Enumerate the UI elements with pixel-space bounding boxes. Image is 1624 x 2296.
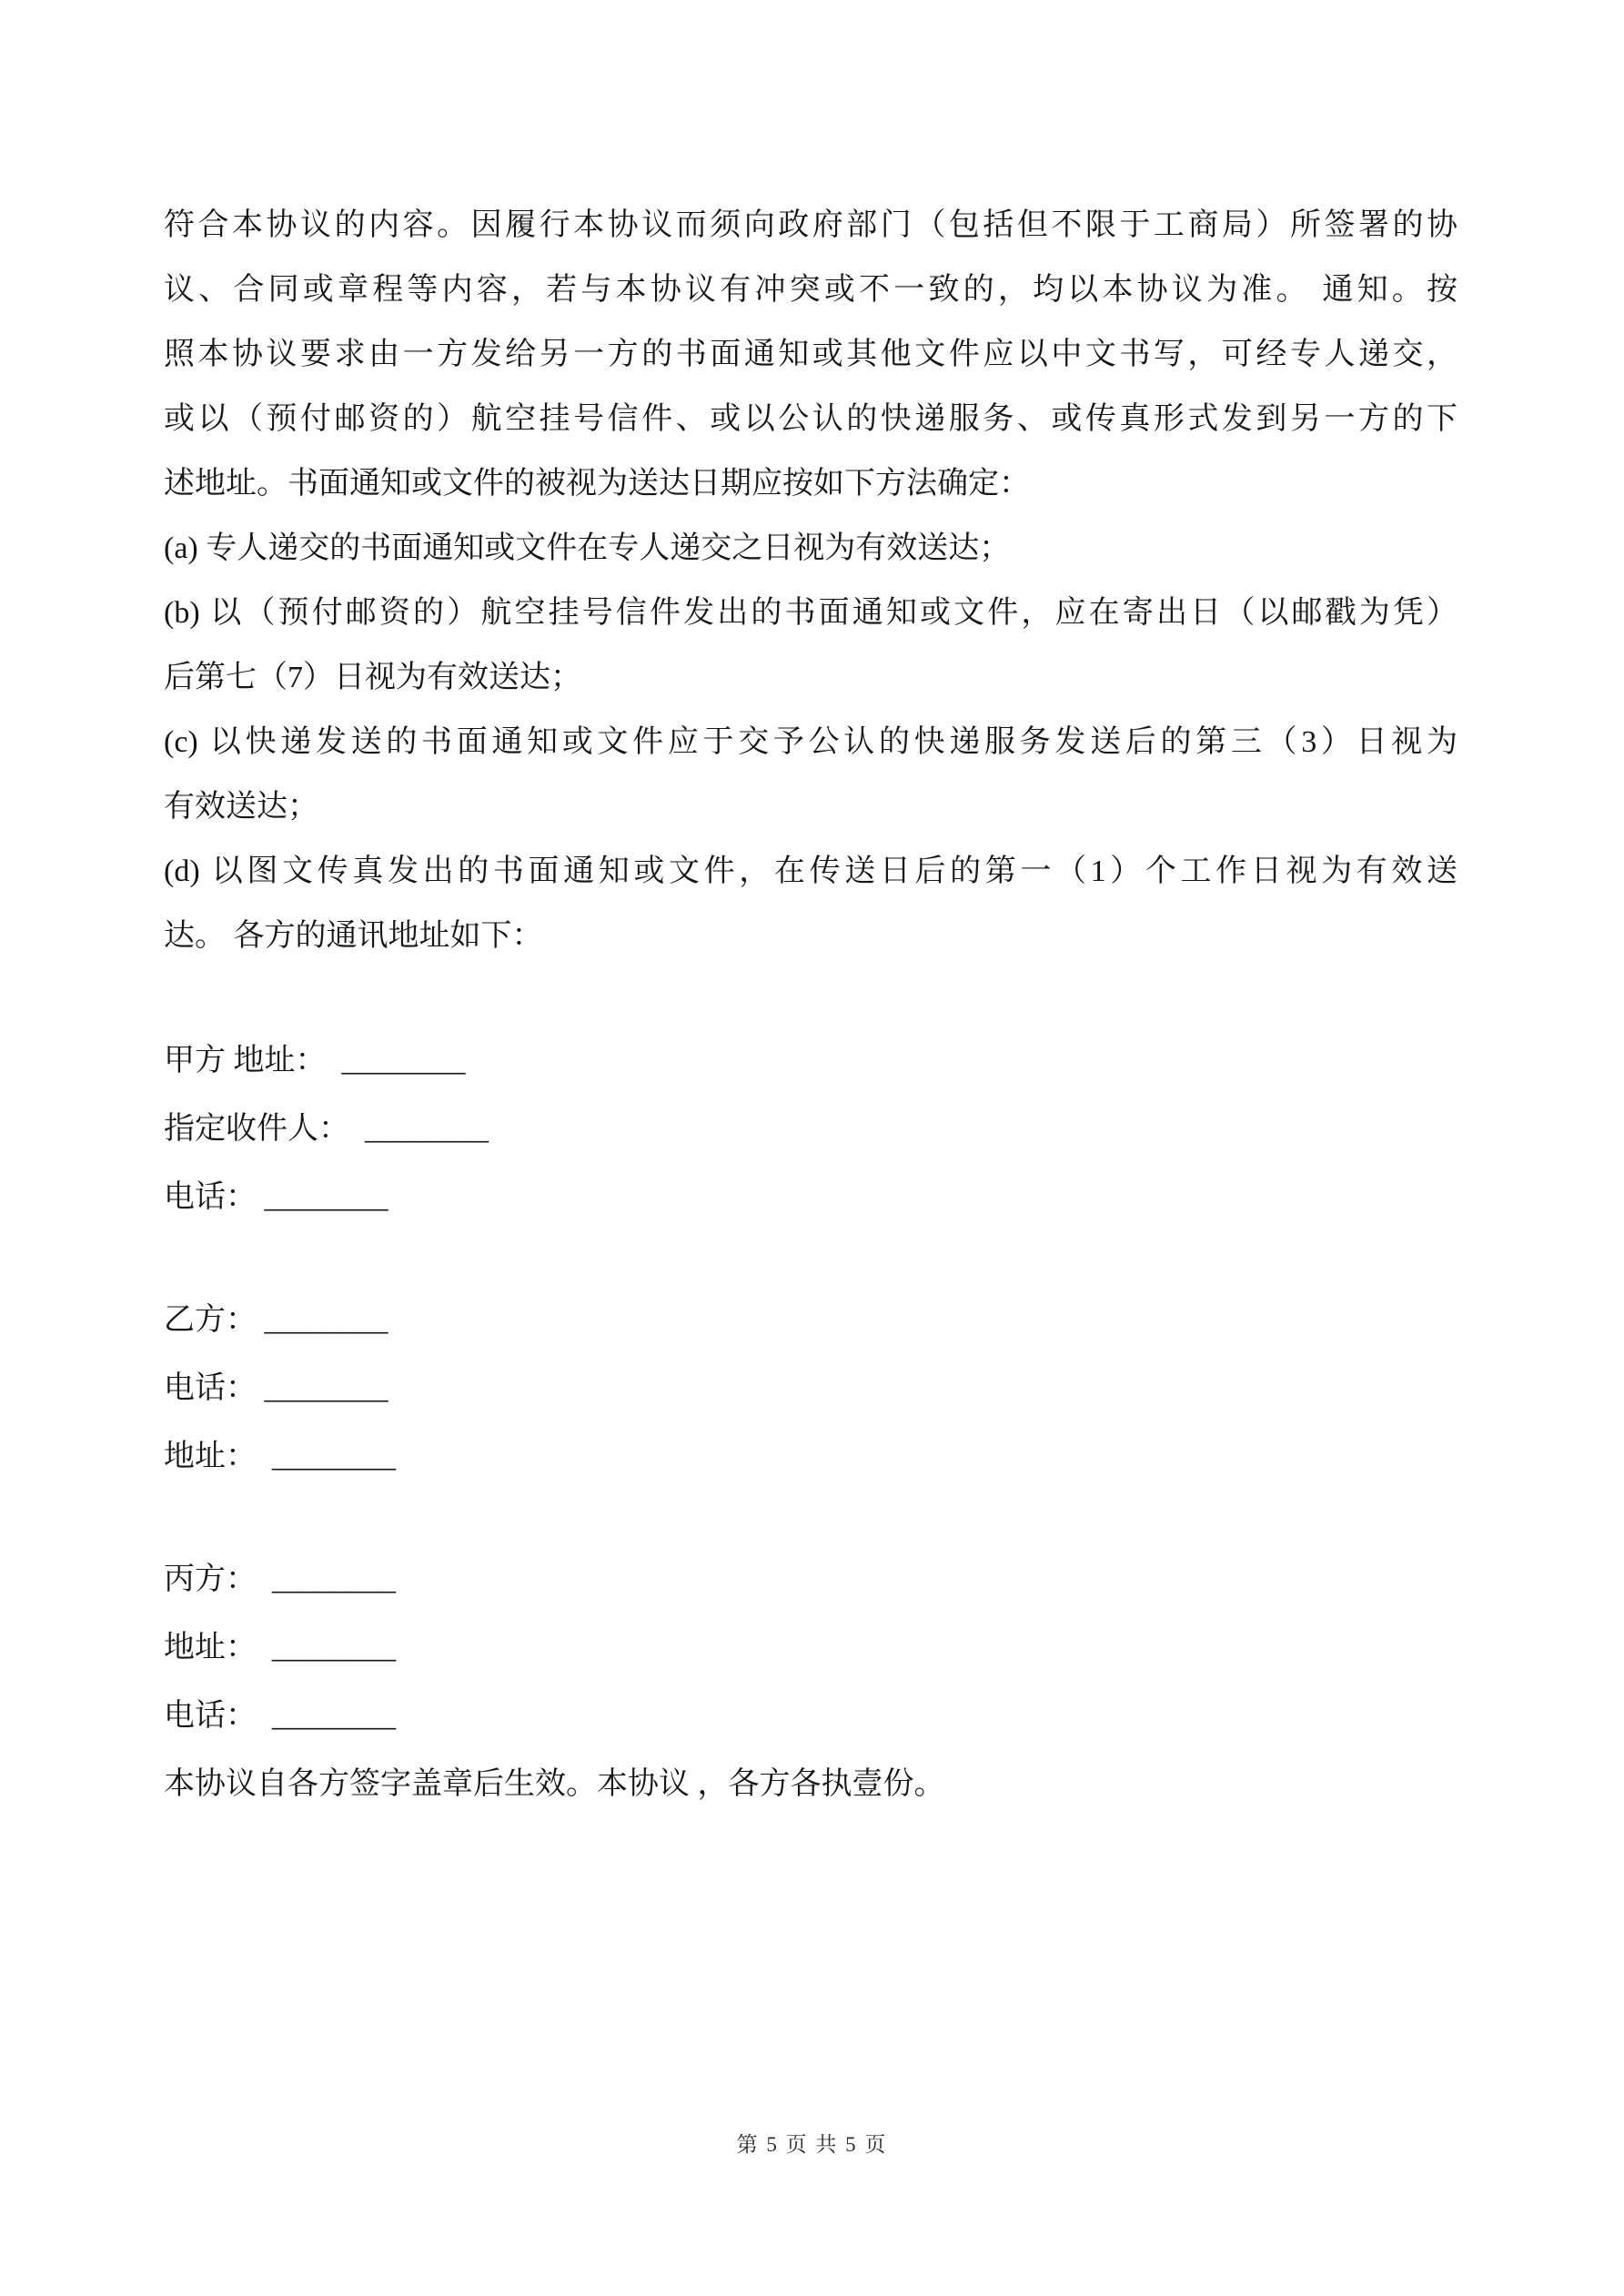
document-body (164, 193, 1458, 1818)
clause-a-line: (a) 专人递交的书面通知或文件在专人递交之日视为有效送达； (164, 531, 1011, 565)
section-gap (164, 968, 1458, 1027)
party-b-name-line: 乙方： ________ (164, 1303, 388, 1337)
clause-b-line-1: (b) 以（预付邮资的）航空挂号信件发出的书面通知或文件，应在寄出日（以邮戳为凭） (164, 596, 1458, 630)
party-c-name-line: 丙方： ________ (164, 1563, 396, 1596)
party-c-phone-line: 电话： ________ (164, 1699, 396, 1733)
party-a-recipient-line: 指定收件人： ________ (164, 1112, 489, 1146)
clause-d-line-2: 达。 各方的通讯地址如下： (164, 919, 543, 953)
clause-c-line-2: 有效送达； (164, 790, 318, 824)
clause-b-line-2: 后第七（7）日视为有效送达； (164, 661, 581, 694)
party-b-address-line: 地址： ________ (164, 1440, 396, 1473)
party-a-block (164, 1027, 1458, 1231)
paragraph-line-3: 照本协议要求由一方发给另一方的书面通知或其他文件应以中文书写，可经专人递交， (164, 338, 1458, 371)
paragraph-line-5: 述地址。书面通知或文件的被视为送达日期应按如下方法确定： (164, 467, 1030, 501)
block-gap (164, 1491, 1458, 1545)
closing-sentence: 本协议自各方签字盖章后生效。本协议 ，各方各执壹份。 (164, 1767, 945, 1801)
paragraph-line-1: 符合本协议的内容。因履行本协议而须向政府部门（包括但不限于工商局）所签署的协 (164, 208, 1458, 242)
page-number-footer: 第 5 页 共 5 页 (736, 2133, 888, 2156)
paragraph-line-4: 或以（预付邮资的）航空挂号信件、或以公认的快递服务、或传真形式发到另一方的下 (164, 402, 1458, 436)
party-b-phone-line: 电话： ________ (164, 1371, 388, 1405)
party-b-block (164, 1286, 1458, 1491)
clause-c-line-1: (c) 以快递发送的书面通知或文件应于交予公认的快递服务发送后的第三（3）日视为 (164, 725, 1458, 759)
paragraph-line-2: 议、合同或章程等内容，若与本协议有冲突或不一致的，均以本协议为准。 通知。按 (164, 273, 1458, 307)
block-gap (164, 1231, 1458, 1286)
clause-d-line-1: (d) 以图文传真发出的书面通知或文件，在传送日后的第一（1）个工作日视为有效送 (164, 855, 1458, 888)
party-a-address-line: 甲方 地址： ________ (164, 1044, 466, 1077)
party-c-block (164, 1545, 1458, 1750)
party-a-phone-line: 电话： ________ (164, 1180, 388, 1214)
party-c-address-line: 地址： ________ (164, 1631, 396, 1664)
